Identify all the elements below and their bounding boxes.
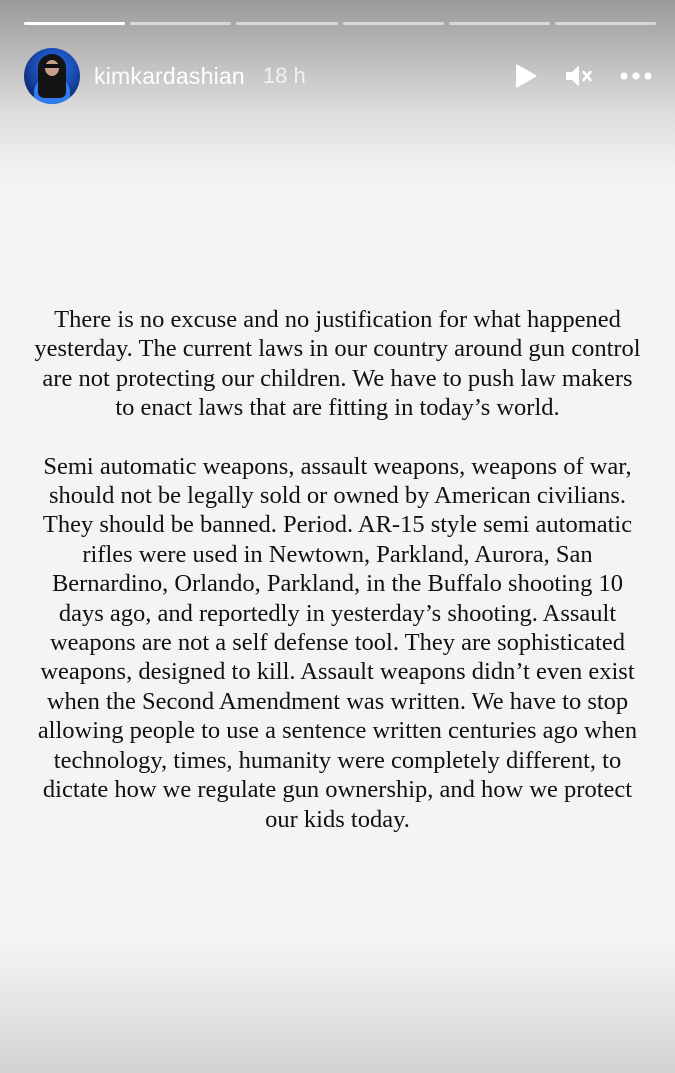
story-paragraph-2: Semi automatic weapons, assault weapons, weapons of war, should not be legally sold or owned by American civilians. They should be banned. Period. AR-15 style semi automatic rifles were used in Newtown, Parkland, Aurora, San Bernardino, Orlando, Parkland, in the Buffalo shooting 10 days ago, and reportedly in yesterday’s shooting. Assault weapons are not a self defense tool. They are sophisticated weapons, designed to kill. Assault weapons didn’t even exist when the Second Amendment was written. We have to stop allowing people to use a sentence written centuries ago when technology, times, humanity were completely different, to dictate how we regulate gun ownership, and how we protect our kids today. [37, 452, 638, 833]
more-options-button[interactable] [620, 72, 652, 80]
progress-segment-6 [555, 22, 656, 25]
story-controls [514, 63, 656, 89]
story-text [30, 305, 645, 834]
muted-speaker-icon [564, 63, 594, 89]
avatar[interactable] [24, 48, 80, 104]
story-header [24, 48, 656, 104]
timestamp: 18 h [262, 63, 306, 88]
mute-button[interactable] [564, 63, 594, 89]
more-options-icon [620, 72, 652, 80]
progress-segment-5 [449, 22, 550, 25]
progress-segment-4 [343, 22, 444, 25]
story-paragraph-1: There is no excuse and no justification for what happened yesterday. The current laws in our country around gun control are not protecting our children. We have to push law makers to enact laws that are fitting in today’s world. [34, 306, 641, 422]
progress-segment-1 [24, 22, 125, 25]
progress-segment-3 [236, 22, 337, 25]
progress-segment-2 [130, 22, 231, 25]
story-progress-bar [24, 22, 656, 26]
play-button[interactable] [514, 63, 538, 89]
play-icon [514, 63, 538, 89]
username[interactable]: kimkardashian [94, 62, 245, 89]
